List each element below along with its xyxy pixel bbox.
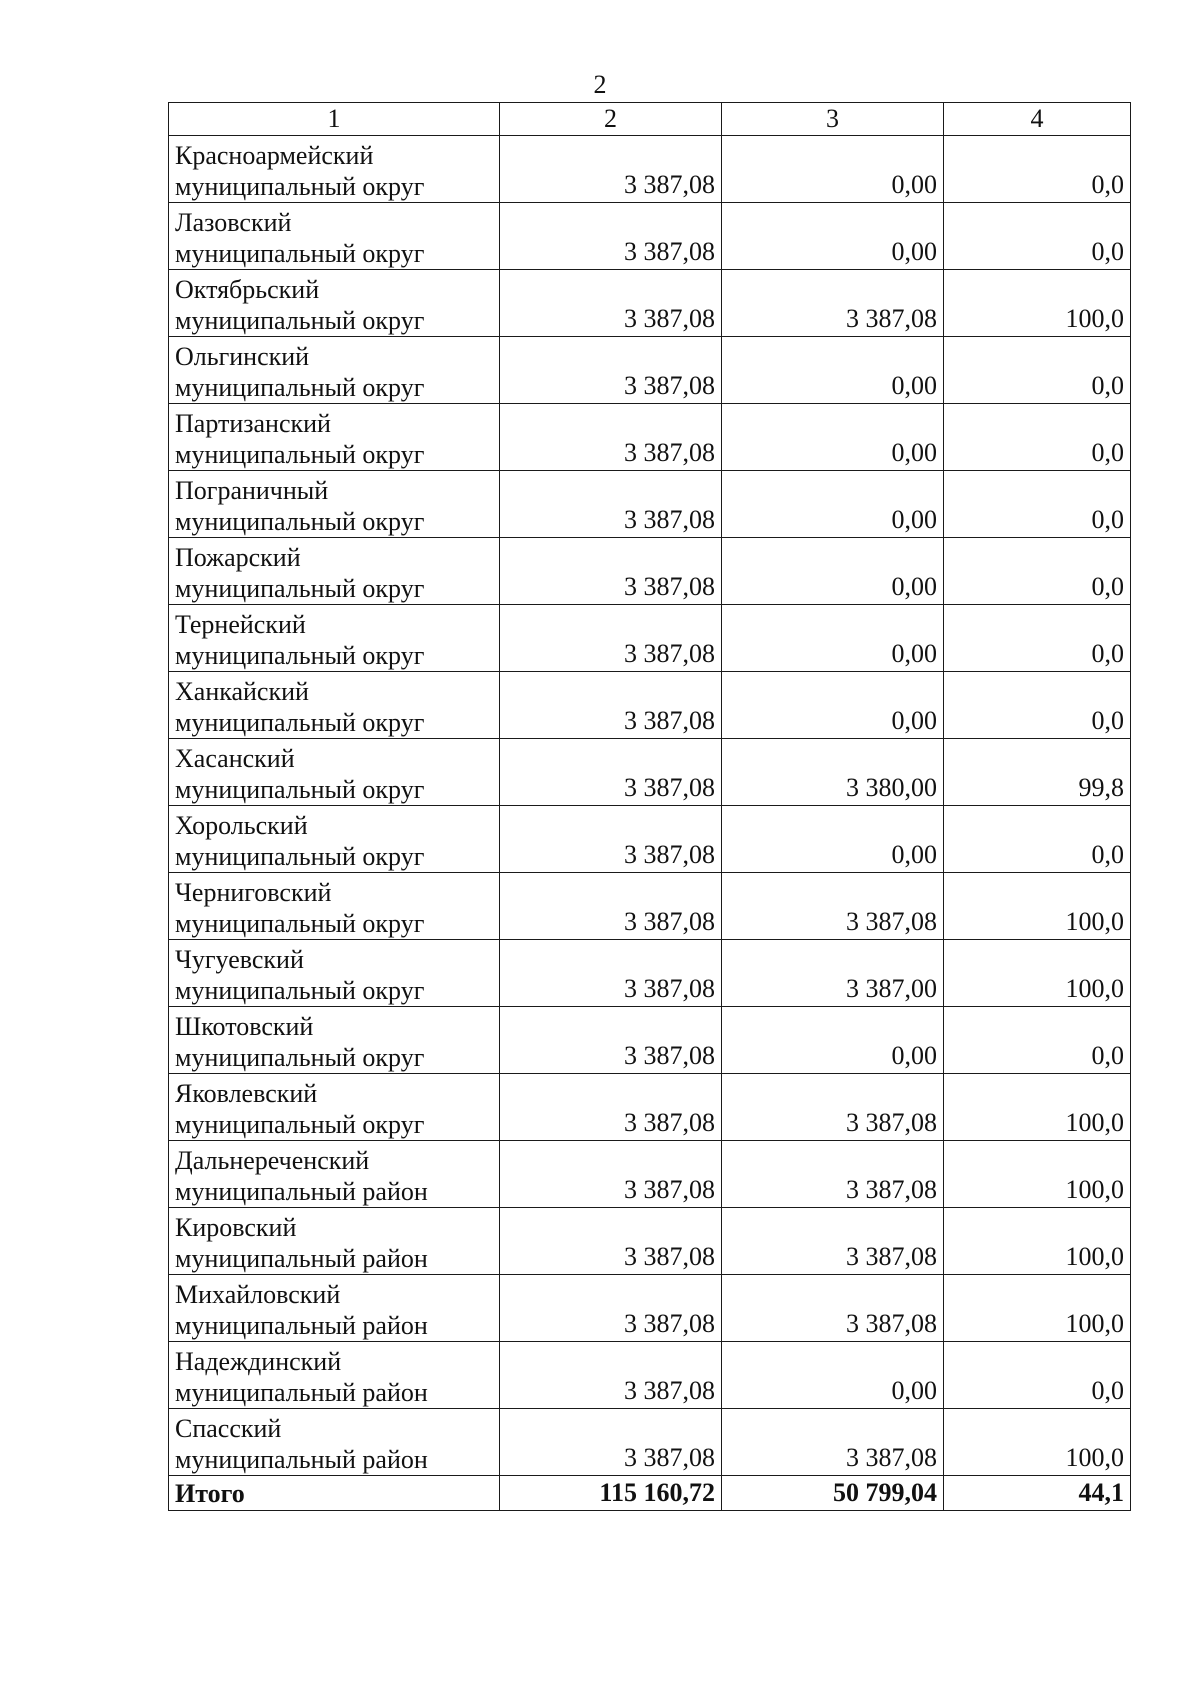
municipality-type: муниципальный округ: [175, 842, 425, 871]
actual-amount-cell: 3 387,08: [722, 1141, 944, 1208]
table-row: [169, 1007, 1131, 1074]
percent-cell: 100,0: [944, 1074, 1131, 1141]
percent-cell: 100,0: [944, 1208, 1131, 1275]
municipality-type: муниципальный округ: [175, 641, 425, 670]
total-percent: 44,1: [944, 1476, 1131, 1511]
planned-amount-cell: 3 387,08: [500, 404, 722, 471]
total-actual-amount: 50 799,04: [722, 1476, 944, 1511]
table-header-row: [169, 103, 1131, 136]
municipality-type: муниципальный округ: [175, 708, 425, 737]
municipality-type: муниципальный округ: [175, 1043, 425, 1072]
municipality-name-cell: [169, 739, 500, 806]
planned-amount-cell: 3 387,08: [500, 672, 722, 739]
municipality-name: Дальнереченский: [175, 1146, 370, 1175]
municipality-name: Надеждинский: [175, 1347, 342, 1376]
table-row: [169, 672, 1131, 739]
municipality-name: Спасский: [175, 1414, 282, 1443]
actual-amount-cell: 0,00: [722, 404, 944, 471]
percent-cell: 0,0: [944, 471, 1131, 538]
municipality-name-cell: [169, 1208, 500, 1275]
planned-amount-cell: 3 387,08: [500, 940, 722, 1007]
table-row: [169, 538, 1131, 605]
table-row: [169, 337, 1131, 404]
planned-amount-cell: 3 387,08: [500, 806, 722, 873]
table-row: [169, 270, 1131, 337]
municipality-name: Хасанский: [175, 744, 295, 773]
table-row: [169, 806, 1131, 873]
actual-amount-cell: 3 387,08: [722, 1275, 944, 1342]
percent-cell: 0,0: [944, 806, 1131, 873]
actual-amount-cell: 0,00: [722, 672, 944, 739]
table-row: [169, 605, 1131, 672]
percent-cell: 0,0: [944, 605, 1131, 672]
planned-amount-cell: 3 387,08: [500, 538, 722, 605]
actual-amount-cell: 3 387,08: [722, 270, 944, 337]
header-cell-2: 2: [500, 103, 722, 136]
municipality-name-cell: [169, 270, 500, 337]
municipality-name-cell: [169, 940, 500, 1007]
municipality-type: муниципальный округ: [175, 909, 425, 938]
actual-amount-cell: 3 387,08: [722, 1074, 944, 1141]
actual-amount-cell: 3 387,08: [722, 873, 944, 940]
municipality-type: муниципальный округ: [175, 239, 425, 268]
municipality-type: муниципальный округ: [175, 574, 425, 603]
table-row: [169, 873, 1131, 940]
municipality-name: Партизанский: [175, 409, 331, 438]
total-row: [169, 1476, 1131, 1511]
percent-cell: 0,0: [944, 538, 1131, 605]
municipality-name: Лазовский: [175, 208, 292, 237]
report-table: [168, 102, 1131, 1511]
municipality-name-cell: [169, 538, 500, 605]
municipality-type: муниципальный округ: [175, 507, 425, 536]
percent-cell: 0,0: [944, 337, 1131, 404]
municipality-name: Ханкайский: [175, 677, 309, 706]
municipality-name-cell: [169, 672, 500, 739]
municipality-name-cell: [169, 605, 500, 672]
municipality-name: Ольгинский: [175, 342, 310, 371]
municipality-name-cell: [169, 203, 500, 270]
planned-amount-cell: 3 387,08: [500, 873, 722, 940]
table-row: [169, 136, 1131, 203]
municipality-name: Шкотовский: [175, 1012, 314, 1041]
planned-amount-cell: 3 387,08: [500, 1342, 722, 1409]
municipality-type: муниципальный район: [175, 1445, 428, 1474]
actual-amount-cell: 0,00: [722, 605, 944, 672]
percent-cell: 100,0: [944, 940, 1131, 1007]
planned-amount-cell: 3 387,08: [500, 136, 722, 203]
actual-amount-cell: 0,00: [722, 471, 944, 538]
percent-cell: 0,0: [944, 203, 1131, 270]
municipality-type: муниципальный округ: [175, 976, 425, 1005]
planned-amount-cell: 3 387,08: [500, 1007, 722, 1074]
percent-cell: 100,0: [944, 1409, 1131, 1476]
municipality-type: муниципальный округ: [175, 306, 425, 335]
percent-cell: 0,0: [944, 136, 1131, 203]
header-cell-4: 4: [944, 103, 1131, 136]
municipality-name-cell: [169, 1409, 500, 1476]
municipality-name-cell: [169, 337, 500, 404]
table-row: [169, 1141, 1131, 1208]
table-row: [169, 203, 1131, 270]
municipality-name-cell: [169, 136, 500, 203]
percent-cell: 0,0: [944, 1342, 1131, 1409]
percent-cell: 0,0: [944, 1007, 1131, 1074]
percent-cell: 100,0: [944, 1275, 1131, 1342]
planned-amount-cell: 3 387,08: [500, 337, 722, 404]
municipality-name: Михайловский: [175, 1280, 341, 1309]
municipality-name-cell: [169, 1007, 500, 1074]
municipality-name: Черниговский: [175, 878, 332, 907]
planned-amount-cell: 3 387,08: [500, 1208, 722, 1275]
actual-amount-cell: 0,00: [722, 337, 944, 404]
table-row: [169, 1275, 1131, 1342]
municipality-name: Пожарский: [175, 543, 301, 572]
municipality-type: муниципальный округ: [175, 775, 425, 804]
municipality-type: муниципальный округ: [175, 373, 425, 402]
total-label: Итого: [169, 1476, 500, 1511]
municipality-name: Тернейский: [175, 610, 306, 639]
municipality-name: Хорольский: [175, 811, 308, 840]
municipality-name-cell: [169, 1074, 500, 1141]
actual-amount-cell: 3 387,08: [722, 1208, 944, 1275]
actual-amount-cell: 0,00: [722, 1007, 944, 1074]
municipality-name-cell: [169, 873, 500, 940]
planned-amount-cell: 3 387,08: [500, 1074, 722, 1141]
municipality-type: муниципальный округ: [175, 440, 425, 469]
planned-amount-cell: 3 387,08: [500, 739, 722, 806]
page-number: 2: [593, 70, 607, 99]
table-row: [169, 1074, 1131, 1141]
table-row: [169, 404, 1131, 471]
planned-amount-cell: 3 387,08: [500, 1141, 722, 1208]
table-row: [169, 471, 1131, 538]
municipality-name: Кировский: [175, 1213, 297, 1242]
municipality-name: Яковлевский: [175, 1079, 318, 1108]
municipality-name-cell: [169, 471, 500, 538]
municipality-name: Пограничный: [175, 476, 329, 505]
municipality-name: Октябрьский: [175, 275, 320, 304]
header-cell-1: 1: [169, 103, 500, 136]
municipality-name: Чугуевский: [175, 945, 304, 974]
header-cell-3: 3: [722, 103, 944, 136]
table-row: [169, 739, 1131, 806]
municipality-type: муниципальный округ: [175, 172, 425, 201]
actual-amount-cell: 0,00: [722, 136, 944, 203]
planned-amount-cell: 3 387,08: [500, 1275, 722, 1342]
percent-cell: 99,8: [944, 739, 1131, 806]
municipality-name-cell: [169, 1141, 500, 1208]
percent-cell: 100,0: [944, 270, 1131, 337]
planned-amount-cell: 3 387,08: [500, 471, 722, 538]
percent-cell: 0,0: [944, 404, 1131, 471]
actual-amount-cell: 0,00: [722, 538, 944, 605]
actual-amount-cell: 3 387,08: [722, 1409, 944, 1476]
total-planned-amount: 115 160,72: [500, 1476, 722, 1511]
actual-amount-cell: 3 380,00: [722, 739, 944, 806]
planned-amount-cell: 3 387,08: [500, 605, 722, 672]
municipality-type: муниципальный район: [175, 1244, 428, 1273]
municipality-type: муниципальный округ: [175, 1110, 425, 1139]
municipality-name-cell: [169, 1342, 500, 1409]
table-row: [169, 1409, 1131, 1476]
municipality-type: муниципальный район: [175, 1177, 428, 1206]
percent-cell: 100,0: [944, 873, 1131, 940]
percent-cell: 100,0: [944, 1141, 1131, 1208]
actual-amount-cell: 0,00: [722, 1342, 944, 1409]
actual-amount-cell: 0,00: [722, 806, 944, 873]
planned-amount-cell: 3 387,08: [500, 203, 722, 270]
municipality-name-cell: [169, 404, 500, 471]
table-row: [169, 940, 1131, 1007]
municipality-type: муниципальный район: [175, 1378, 428, 1407]
table-row: [169, 1208, 1131, 1275]
municipality-name: Красноармейский: [175, 141, 374, 170]
percent-cell: 0,0: [944, 672, 1131, 739]
municipality-type: муниципальный район: [175, 1311, 428, 1340]
actual-amount-cell: 3 387,00: [722, 940, 944, 1007]
planned-amount-cell: 3 387,08: [500, 1409, 722, 1476]
table-row: [169, 1342, 1131, 1409]
municipality-name-cell: [169, 1275, 500, 1342]
actual-amount-cell: 0,00: [722, 203, 944, 270]
planned-amount-cell: 3 387,08: [500, 270, 722, 337]
municipality-name-cell: [169, 806, 500, 873]
